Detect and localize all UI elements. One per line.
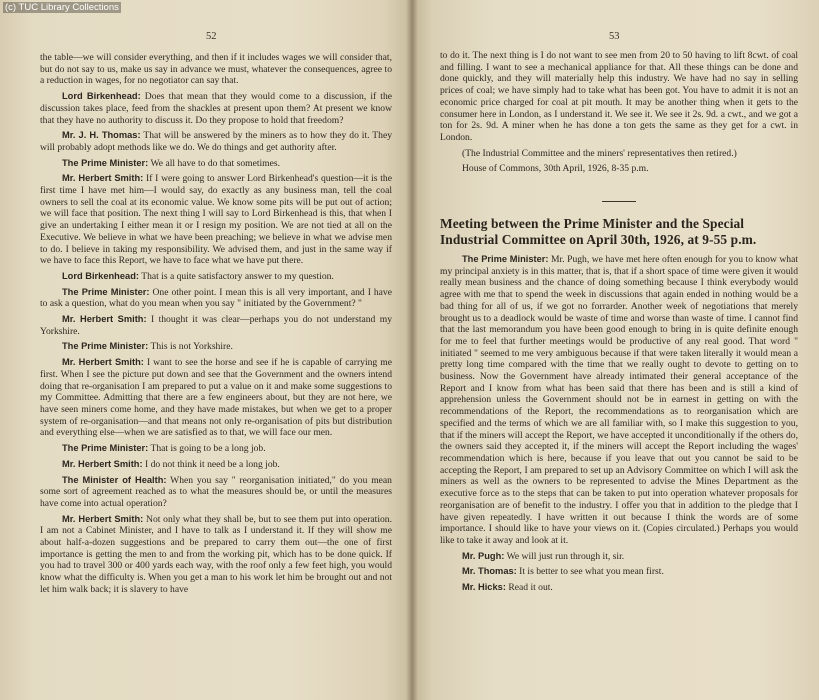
paragraph-text: Not only what they shall be, but to see them put into operation. I am not a Cabinet Minister, and I have to talk as I understand it. If they will show me about half-a-dozen suggestions and be prepared to carry them out—the one of first importance is getting the men to and from the working pit, which has to be done quick. If you had to travel 300 or 400 yards each way, with the roof only a few feet high, you would know what the difficulty is. When you get a man to his work let him be brought out and not let him walk back; it is slavery to have — [40, 513, 392, 595]
speaker-name: Mr. Thomas: — [462, 566, 517, 577]
speaker-name: Mr. Herbert Smith: — [62, 173, 144, 184]
paragraph-text: When you say " reorganisation initiated," do you mean some sort of agreement reached as to what the measures should be, or until the measures have come into actual operation? — [40, 474, 392, 509]
page-number-right: 53 — [609, 31, 620, 42]
paragraph-text: One other point. I mean this is all very important, and I have to ask a question, what do you mean when you say " initiated by the Government? " — [40, 286, 392, 310]
paragraph — [40, 459, 392, 471]
paragraph — [40, 357, 392, 439]
paragraph-text: This is not Yorkshire. — [150, 341, 233, 353]
paragraph — [40, 514, 392, 596]
retired-note: (The Industrial Committee and the miners' representatives then retired.) — [462, 147, 737, 159]
paragraph — [440, 254, 798, 547]
right-column — [440, 50, 798, 598]
speaker-name: Mr. Pugh: — [462, 550, 505, 561]
speaker-name: The Prime Minister: — [62, 286, 150, 297]
speaker-name: The Minister of Health: — [62, 474, 167, 485]
paragraph — [40, 287, 392, 310]
paragraph — [440, 582, 798, 594]
speaker-name: Mr. Herbert Smith: — [62, 314, 147, 325]
paragraph-text: If I were going to answer Lord Birkenhead's question—it is the first time I have met him—I would say, do exactly as any business man, tell the coal owners to sell the coal at its economic value. We know some pits will be put out of action; we will face that position. The next thing I will say to Lord Birkenhead is this, that when I give an undertaking I either mean it or I resign my position. We are not tied at all on the Executive. We believe in what we have been preaching; we believe in what we advise men to do. I believe in taking my responsibility. We advised them, and just in the same way if we have to face this Report, we have to face what we have put there. — [40, 173, 392, 267]
paragraph — [440, 566, 798, 578]
paragraph-text: Does that mean that they would come to a discussion, if the discussion takes place, feed from the shackles at present upon them? At present we know that they have no authority to discuss it. Do they propose to hold that freedom? — [40, 91, 392, 126]
paragraph-text: I do not think it need be a long job. — [145, 458, 280, 470]
paragraph — [40, 475, 392, 510]
meeting-heading: Meeting between the Prime Minister and the Special Industrial Committee on April 30th, 1926, at 9-55 p.m. — [440, 216, 757, 248]
source-note: House of Commons, 30th April, 1926, 8-35 p.m. — [462, 163, 649, 175]
paragraph-continuation: to do it. The next thing is I do not want to see men from 20 to 50 having to lift 8cwt. of coal and filling. I want to see a mechanical appliance for that. All these things can be done and done quickly, and they will materially help this industry. We have had no say in selling prices of coal; we have simply had to take what has been got. You have to admit it is not an economic price charged for coal at pit mouth. It may be another thing when it gets to the consumer here in London, as I understand it. We see it. We see it 2s. 9d. a cwt., and we got a ton for 2s. 9d. A miner when he has done a ton gets the same as they get for a cwt. in London. — [440, 50, 798, 143]
paragraph — [440, 551, 798, 563]
speaker-name: Mr. Herbert Smith: — [62, 513, 144, 524]
speaker-name: Mr. J. H. Thomas: — [62, 130, 141, 141]
paragraph — [40, 52, 392, 87]
paragraph-text: We will just run through it, sir. — [506, 550, 625, 562]
paragraph — [40, 341, 392, 353]
paragraph-text: It is better to see what you mean first. — [519, 566, 664, 578]
speaker-name: The Prime Minister: — [62, 443, 149, 454]
paragraph-text: I want to see the horse and see if he is capable of carrying me first. When I see the picture put down and see that the Government and the owners intend doing that re-organisation I am prepared to put a value on it and make some suggestions to my Committee. Admitting that there are a few engineers about, but they are not here, we have seen miners come home, and they have made mistakes, but when we get to a proper system of re-organisation—and that means not only re-organisation of pits but distribution and everything else—when we are satisfied as to that, we will face our men. — [40, 357, 392, 439]
paragraph-text: Read it out. — [508, 582, 553, 594]
paragraph-text: That is a quite satisfactory answer to my question. — [141, 270, 334, 282]
paragraph — [40, 158, 392, 170]
speaker-name: The Prime Minister: — [462, 254, 549, 265]
section-divider — [602, 201, 636, 202]
left-column — [40, 52, 392, 600]
book-gutter — [406, 0, 418, 700]
speaker-name: Mr. Hicks: — [462, 582, 506, 593]
paragraph-text: That will be answered by the miners as to how they do it. They will probably adopt methods like we do. We do things and get authority after. — [40, 130, 392, 153]
page-number-left: 52 — [206, 31, 217, 42]
speaker-name: Mr. Herbert Smith: — [62, 357, 144, 368]
paragraph — [40, 271, 392, 283]
speaker-name: Mr. Herbert Smith: — [62, 458, 143, 469]
paragraph — [40, 443, 392, 455]
speaker-name: Lord Birkenhead: — [62, 270, 139, 281]
speaker-name: Lord Birkenhead: — [62, 91, 141, 102]
paragraph — [40, 130, 392, 153]
paragraph-text: the table—we will consider everything, and then if it includes wages we will consider that, but do not say to us, make us say in advance we must, whatever the consequences, agree to a reduction in wages, for no negotiator can say that. — [40, 52, 392, 87]
speaker-name: The Prime Minister: — [62, 157, 149, 168]
right-page — [412, 0, 819, 700]
paragraph-text: That is going to be a long job. — [150, 443, 266, 455]
paragraph-text: We all have to do that sometimes. — [150, 157, 281, 169]
speaker-name: The Prime Minister: — [62, 341, 149, 352]
paragraph — [40, 173, 392, 267]
paragraph — [40, 314, 392, 337]
copyright-watermark: (c) TUC Library Collections — [5, 2, 119, 13]
paragraph-text: Mr. Pugh, we have met here often enough for you to know what my principal anxiety is in this matter, that is, that if a short space of time were given it would really mean business and the chance of doing something because I think everybody would agree with me that to spend the week in discussions that again ended in nothing would be a bad thing for all of us, if we got no forrarder. Another week of negotiations that merely brought us to a deadlock would be waste of time and worse than waste of time. I cannot find that the last memorandum you have been good enough to bring in is quite definite enough for me to feel that further meetings would be productive of any real good. That word " initiated " seemed to me very ambiguous because if that were taken literally it would mean a pretty long time compared with the time that we really ought to devote to getting on to business. Now the Government have already intimated their general acceptance of the Report and I know from what has been said that there has been and is still a kind of apprehension unless the Government should not be in earnest in getting on with the recommendations of the Report, the recommendations as to reorganisation which are specified and the terms of which we are all familiar with, so I make this suggestion to you, that if the miners will accept the Report, we have accepted it unconditionally if the others do, the owners said they accepted it, if the miners will accept the Report including the wages' recommendation which is here, because if you leave that out you cannot be said to be accepting the Report, I am prepared to set up an Advisory Committee on which I will ask the miners as well as the owners to be represented to advise the Mines Department as the executive force as to the steps that can be taken to put into operation whatever proposals for reorganisation are of benefit to the industry. I offer you that in addition to the pledge that I have given repeatedly. I have written it out because I think the words are of some importance. I should like to have your views on it. (Copies circulated.) Perhaps you would like to take it away and look at it. — [440, 254, 798, 546]
paragraph-text: I thought it was clear—perhaps you do not understand my Yorkshire. — [40, 314, 392, 337]
paragraph — [40, 91, 392, 126]
